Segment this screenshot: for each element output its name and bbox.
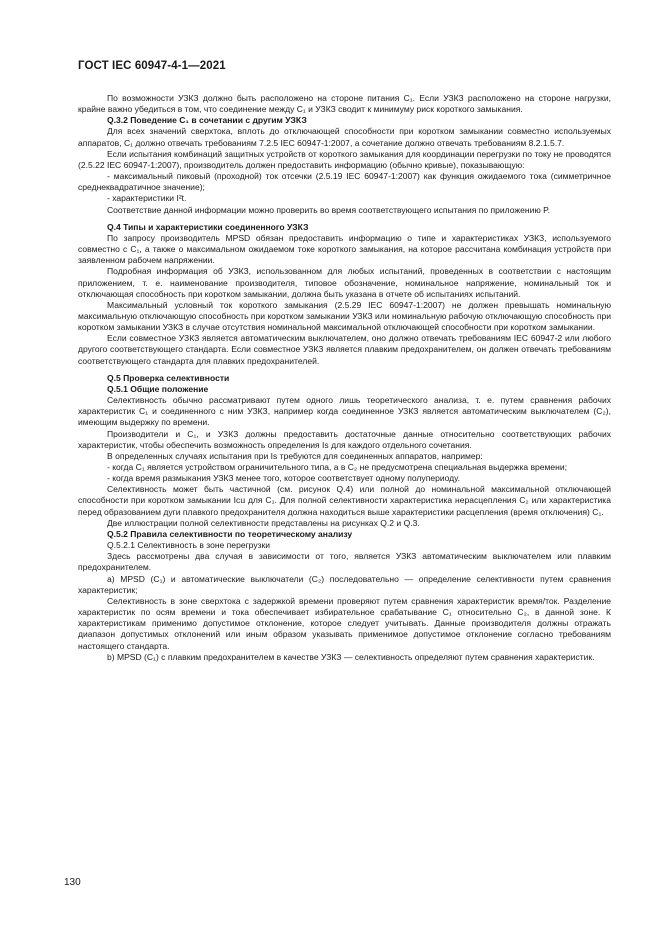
paragraph: Если испытания комбинаций защитных устройств от короткого замыкания для координации перегрузки по току не проводятся (2.5.22 IEC 60947-1:2007), производитель должен предоставить информацию (обычно кривые), показывающую: (78, 148, 611, 170)
subsection-heading-q-5-2-1: Q.5.2.1 Селективность в зоне перегрузки (107, 540, 271, 551)
document-header: ГОСТ IEC 60947-4-1—2021 (78, 60, 226, 72)
paragraph: Для всех значений сверхтока, вплоть до отключающей способности при коротком замыкании совместно используемых аппаратов, C₁ должно отвечать требованиям 7.2.5 IEC 60947-1:2007, а сочетание должно отвечать требованиям 8.2.1.5.7. (78, 126, 611, 148)
section-heading-q-4: Q.4 Типы и характеристики соединенного УЗКЗ (107, 221, 309, 232)
paragraph: Производители и C₁, и УЗКЗ должны предоставить достаточные данные относительно соответствующих рабочих характеристик, чтобы обеспечить возможность определения Is для каждого отдельного сочетания. (78, 428, 611, 450)
section-heading-q-5-2: Q.5.2 Правила селективности по теоретическому анализу (107, 528, 353, 539)
section-heading-q-5-1: Q.5.1 Общие положение (107, 383, 209, 394)
section-heading-q-3-2: Q.3.2 Поведение C₁ в сочетании с другим УЗКЗ (107, 115, 307, 126)
paragraph: Две иллюстрации полной селективности представлены на рисунках Q.2 и Q.3. (107, 517, 420, 528)
list-item: - максимальный пиковый (проходной) ток отсечки (2.5.19 IEC 60947-1:2007) как функция ожидаемого тока (симметричное среднеквадратичное значение); (78, 171, 611, 193)
page-number: 130 (64, 877, 81, 888)
section-heading-q-5: Q.5 Проверка селективности (107, 372, 230, 383)
paragraph: Селективность в зоне сверхтока с задержкой времени проверяют путем сравнения характеристик время/ток. Разделение характеристик по осям времени и тока обеспечивает избирательное срабатывание C₁ относительно C₂, в данной зоне. К характеристикам применимо допустимое отклонение, которое следует учитывать. Данные производителя должны отражать диапазон допустимых отклонений или иным образом указывать применимое допустимое отклонение согласно требованиям настоящего стандарта. (78, 595, 611, 651)
list-item: а) MPSD (C₁) и автоматические выключатели (C₂) последовательно — определение селективности путем сравнения характеристик; (78, 573, 611, 595)
paragraph: Селективность обычно рассматривают путем одного лишь теоретического анализа, т. е. путем сравнения рабочих характеристик C₁ и соединенного с ним УЗКЗ, например когда соединенное УЗКЗ является автоматическим выключателем (C₂), имеющим выдержку по времени. (78, 395, 611, 428)
paragraph: В определенных случаях испытания при Is требуются для соединенных аппаратов, например: (107, 450, 483, 461)
paragraph: Соответствие данной информации можно проверить во время соответствующего испытания по приложению P. (107, 204, 551, 215)
document-body (78, 93, 611, 663)
paragraph: Селективность может быть частичной (см. рисунок Q.4) или полной до номинальной максимальной отключающей способности при коротком замыкании Icu для C₁. Для полной селективности характеристика нерасцепления C₂ или характеристика перед образованием дуги плавкого предохранителя должна находиться выше характеристики расцепления (время отключения) C₁. (78, 484, 611, 517)
paragraph: По запросу производитель MPSD обязан предоставить информацию о типе и характеристиках УЗКЗ, используемого совместно с C₁, а также о максимальном ожидаемом токе короткого замыкания, на которое рассчитана комбинация устройств при заявленном рабочем напряжении. (78, 232, 611, 266)
list-item: - когда время размыкания УЗКЗ менее того, которое соответствует одному полупериоду. (107, 473, 460, 484)
list-item: - когда C₁ является устройством ограничительного типа, а в C₂ не предусмотрена специальная выдержка времени; (107, 462, 568, 472)
paragraph: По возможности УЗКЗ должно быть расположено на стороне питания C₁. Если УЗКЗ расположено на стороне нагрузки, крайне важно убедиться в том, что соединение между C₁ и УЗКЗ сводит к минимуму риск короткого замыкания. (78, 93, 611, 115)
paragraph: Подробная информация об УЗКЗ, использованном для любых испытаний, проведенных в соответствии с настоящим приложением, т. е. наименование производителя, типовое обозначение, номинальное напряжение, номинальный ток и отключающая способность при коротком замыкании, должна быть указана в отчете об испытаниях испытаний. (78, 266, 611, 299)
paragraph: Здесь рассмотрены два случая в зависимости от того, является УЗКЗ автоматическим выключателем или плавким предохранителем. (78, 551, 611, 573)
list-item: b) MPSD (C₁) с плавким предохранителем в качестве УЗКЗ — селективность определяют путем сравнения характеристик. (107, 651, 595, 662)
paragraph: Если совместное УЗКЗ является автоматическим выключателем, оно должно отвечать требованиям IEC 60947-2 или любого другого соответствующего стандарта. Если совместное УЗКЗ является плавким предохранителем, он должен отвечать требованиям соответствующего стандарта для плавких предохранителей. (78, 333, 611, 366)
list-item: - характеристики I²t. (107, 193, 187, 204)
paragraph: Максимальный условный ток короткого замыкания (2.5.29 IEC 60947-1:2007) не должен превышать номинальную максимальную отключающую способность при коротком замыкании УЗКЗ или номинальную рабочую отключающую способность при коротком замыкании УЗКЗ в случае отсутствия номинальной максимальной отключающей способности при коротком замыкании. (78, 299, 611, 333)
